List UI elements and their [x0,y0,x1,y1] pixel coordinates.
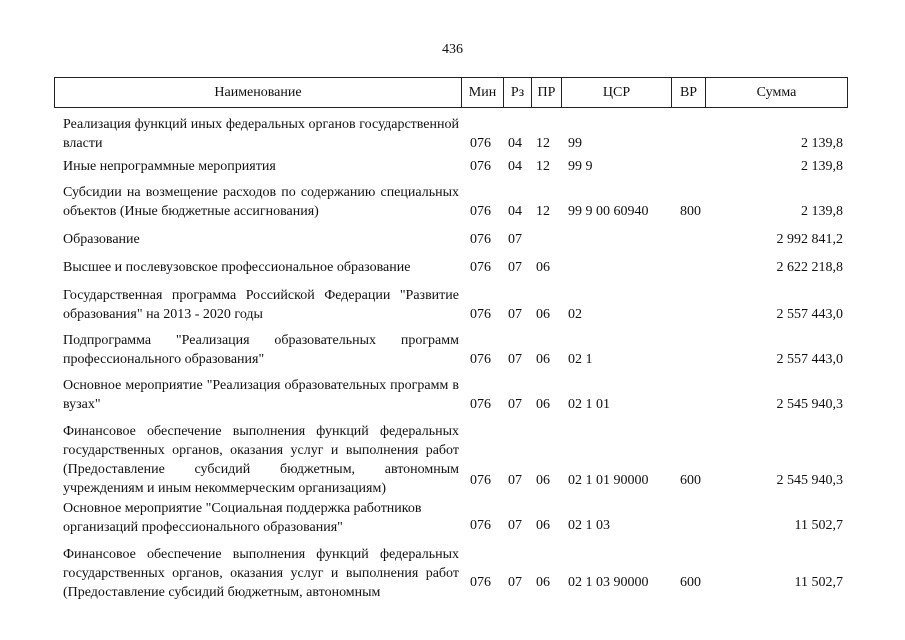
row-csr: 99 9 00 60940 [568,204,649,219]
row-pr: 06 [536,518,550,533]
row-min: 076 [470,232,491,247]
row-sum: 2 557 443,0 [776,352,843,367]
row-csr: 02 1 03 [568,518,610,533]
row-pr: 06 [536,352,550,367]
row-rz: 07 [508,575,522,590]
row-sum: 2 545 940,3 [776,397,843,412]
table-row [0,157,905,176]
row-rz: 07 [508,232,522,247]
row-csr: 02 1 01 90000 [568,473,649,488]
row-sum: 2 622 218,8 [776,260,843,275]
row-pr: 12 [536,204,550,219]
row-pr: 06 [536,575,550,590]
table-row [0,286,905,324]
row-pr: 06 [536,397,550,412]
column-header-pr: ПР [531,78,561,107]
column-header-vr: ВР [671,78,705,107]
row-rz: 04 [508,136,522,151]
row-csr: 02 1 01 [568,397,610,412]
row-name: Основное мероприятие "Реализация образовательных программ в вузах" [63,378,459,412]
table-row [0,230,905,249]
row-rz: 07 [508,307,522,322]
row-min: 076 [470,136,491,151]
table-row [0,258,905,277]
row-rz: 07 [508,473,522,488]
column-header-rz: Рз [503,78,531,107]
row-min: 076 [470,159,491,174]
row-name: Финансовое обеспечение выполнения функций федеральных государственных органов, оказания услуг и выполнения работ (Предоставление субсидий бюджетным, автономным [63,547,459,600]
row-min: 076 [470,352,491,367]
row-csr: 02 1 03 90000 [568,575,649,590]
column-header-name: Наименование [214,85,302,100]
table-row [0,422,905,498]
row-sum: 2 139,8 [801,159,843,174]
row-name: Реализация функций иных федеральных органов государственной власти [63,117,459,151]
row-sum: 2 557 443,0 [776,307,843,322]
row-sum: 11 502,7 [794,575,843,590]
table-row [0,183,905,221]
row-sum: 2 139,8 [801,204,843,219]
row-pr: 06 [536,473,550,488]
row-pr: 12 [536,136,550,151]
row-name: Иные непрограммные мероприятия [63,159,276,174]
table-row [0,376,905,414]
row-sum: 2 545 940,3 [776,473,843,488]
row-name: Образование [63,232,140,247]
row-rz: 04 [508,159,522,174]
row-sum: 2 992 841,2 [776,232,843,247]
row-sum: 2 139,8 [801,136,843,151]
row-rz: 07 [508,260,522,275]
row-rz: 07 [508,397,522,412]
row-csr: 02 [568,307,582,322]
column-header-sum: Сумма [705,78,847,107]
row-name: Субсидии на возмещение расходов по содержанию специальных объектов (Иные бюджетные ассигнования) [63,185,459,219]
row-min: 076 [470,473,491,488]
page-number: 436 [442,42,463,57]
table-row [0,499,905,537]
row-vr: 600 [680,473,701,488]
row-min: 076 [470,260,491,275]
row-name: Основное мероприятие "Социальная поддержка работников организаций профессионального образования" [63,501,422,535]
row-rz: 07 [508,352,522,367]
row-vr: 800 [680,204,701,219]
table-row [0,115,905,153]
column-header-min: Мин [461,78,503,107]
row-name: Финансовое обеспечение выполнения функций федеральных государственных органов, оказания услуг и выполнения работ (Предоставление субсидий бюджетным, автономным учреждениям и иным некоммерческим организациям) [63,424,459,496]
row-min: 076 [470,204,491,219]
row-pr: 12 [536,159,550,174]
row-min: 076 [470,518,491,533]
row-vr: 600 [680,575,701,590]
row-name: Государственная программа Российской Федерации "Развитие образования" на 2013 - 2020 годы [63,288,459,322]
row-min: 076 [470,397,491,412]
row-rz: 04 [508,204,522,219]
row-csr: 02 1 [568,352,593,367]
row-pr: 06 [536,307,550,322]
table-header [54,77,848,108]
table-row [0,545,905,602]
row-csr: 99 9 [568,159,593,174]
table-row [0,331,905,369]
row-sum: 11 502,7 [794,518,843,533]
row-name: Подпрограмма "Реализация образовательных программ профессионального образования" [63,333,459,367]
row-min: 076 [470,575,491,590]
row-rz: 07 [508,518,522,533]
column-header-csr: ЦСР [561,78,671,107]
row-pr: 06 [536,260,550,275]
row-csr: 99 [568,136,582,151]
row-min: 076 [470,307,491,322]
row-name: Высшее и послевузовское профессиональное образование [63,260,411,275]
